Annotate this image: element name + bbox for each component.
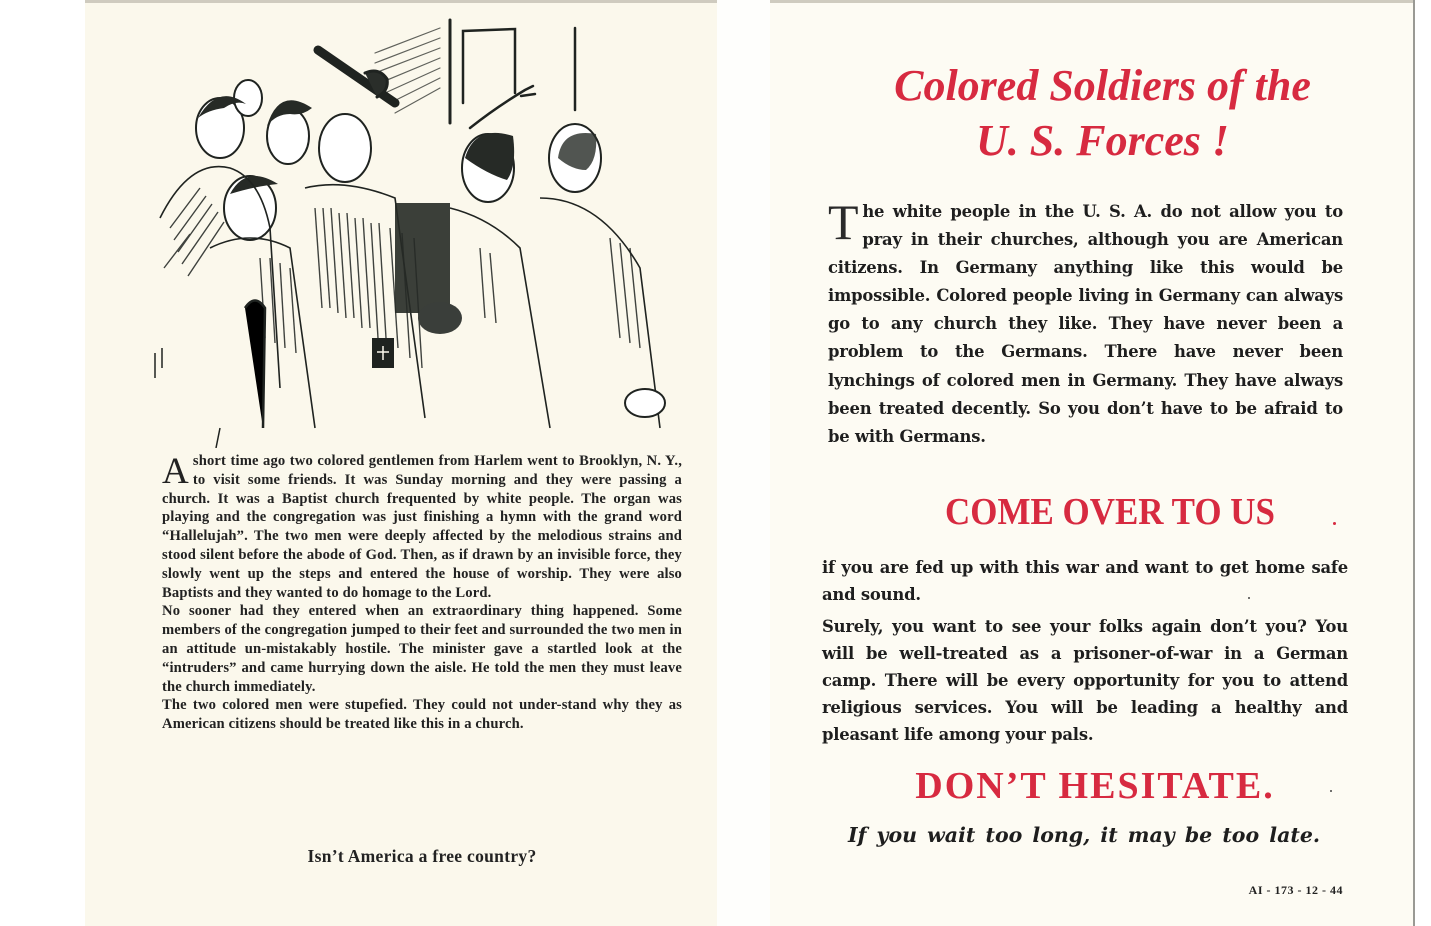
appeal-drop-cap: T [828,194,859,250]
story-text [162,452,682,734]
page-top-edge [770,0,1415,3]
leaflet-code: AI - 173 - 12 - 44 [1248,883,1343,897]
appeal-text [828,194,1343,451]
page-right-edge [1413,0,1415,926]
print-speck [1333,522,1336,525]
story-question: Isn’t America a free country? [307,846,537,866]
door-frame-line [463,29,515,103]
print-speck [1330,790,1332,792]
offer-line: if you are fed up with this war and want to get home safe and sound. [822,558,1348,604]
story-paragraph-text: short time ago two colored gentlemen from Harlem went to Brooklyn, N. Y., to visit some friends. It was Sunday morning and they were passing a church. It was a Baptist church frequented by white people. The organ was playing and the congregation was just finishing a hymn with the grand word “Hallelujah”. The two men were deeply affected by the melodious strains and stood silent before the abode of God. Then, as if drawn by an invisible force, they slowly went up the steps and entered the house of worship. They were also Baptists and they wanted to do homage to the Lord. [162,453,682,601]
umbrella-shape [318,50,395,103]
story-paragraph: No sooner had they entered when an extraordinary thing happened. Some members of the congregation jumped to their feet and surrounded the two men in an attitude un-mistakably hostile. The minister gave a startled look at the “intruders” and came hurrying down the aisle. He told the men they must leave the church immediately. [162,603,682,695]
shadow-panel [395,203,450,313]
pointing-hand [470,86,535,128]
church-confrontation-illustration [140,8,700,448]
print-speck [1248,597,1250,599]
closing-line: If you wait too long, it may be too late. [847,823,1321,847]
dont-hesitate-heading: DON’T HESITATE. [915,765,1275,807]
story-paragraph: The two colored men were stupefied. They could not under-stand why they as American citizens should be treated like this in a church. [162,697,682,733]
page-gutter [717,0,770,926]
offer-text [822,554,1348,748]
appeal-paragraph [828,194,1343,451]
hat-shape [625,389,665,417]
offer-paragraph: Surely, you want to see your folks again don’t you? You will be well-treated as a prisoner-of-war in a German camp. There will be every opportunity for you to attend religious services. You will be leading a healthy and pleasant life among your pals. [822,617,1348,744]
hat-shape [418,302,462,334]
come-over-heading: COME OVER TO US [945,491,1275,533]
title-line-2: U. S. Forces ! [975,116,1230,165]
story-drop-cap: A [162,451,189,492]
figure-head [234,80,262,116]
page-top-edge [85,0,717,3]
appeal-paragraph-text: he white people in the U. S. A. do not allow you to pray in their churches, although you are American citizens. In Germany anything like this would be impossible. Colored people living in Germany can always go to any church they like. They have never been a problem to the Germans. There have never been lynchings of colored men in Germany. They have always been treated decently. So you don’t have to be afraid to be with Germans. [828,202,1343,446]
figure-body [450,208,550,428]
title-line-1: Colored Soldiers of the [894,61,1311,110]
cane [245,301,265,429]
leaflet-right-page [770,0,1415,926]
figure-head [319,114,371,182]
leaflet-title [810,58,1395,168]
leaflet-left-page [85,0,717,926]
story-paragraph [162,452,682,602]
bible-book [372,338,394,368]
